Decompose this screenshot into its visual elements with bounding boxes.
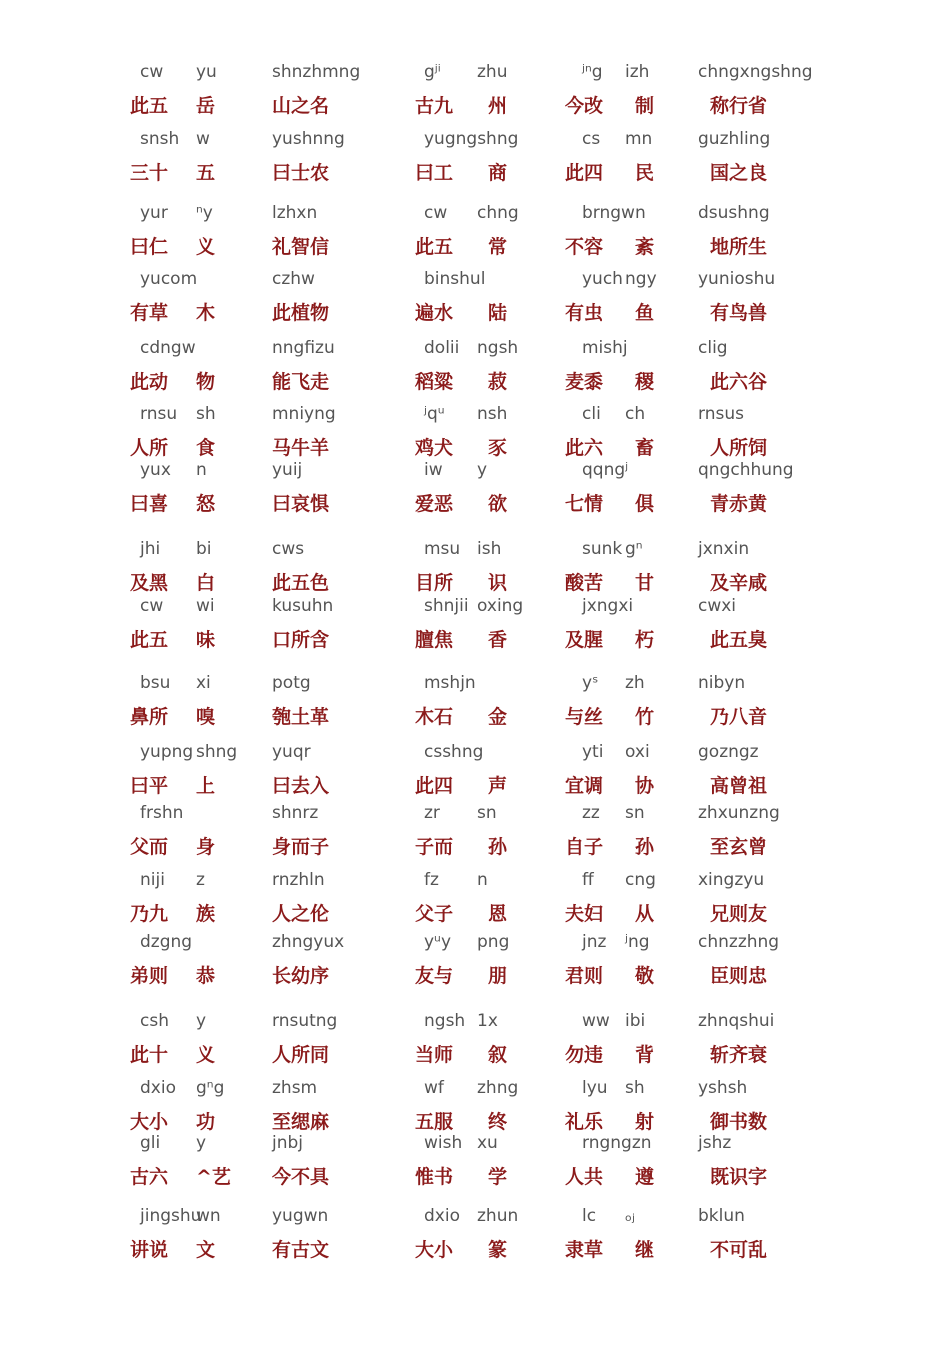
hanzi-text: 勿违 xyxy=(565,1044,604,1066)
pinyin-text: ff xyxy=(582,870,594,890)
hanzi-text: 有草 xyxy=(130,302,169,324)
hanzi-text: 匏土革 xyxy=(272,706,330,728)
verse-row xyxy=(0,932,950,996)
hanzi-text: 紊 xyxy=(635,236,655,258)
pinyin-text: wf xyxy=(424,1078,444,1098)
pinyin-text: chnzzhng xyxy=(698,932,780,952)
pinyin-text: cwxi xyxy=(698,596,737,616)
pinyin-text: izh xyxy=(625,62,650,82)
hanzi-text: 此植物 xyxy=(272,302,330,324)
pinyin-text: mn xyxy=(625,129,653,149)
hanzi-text: 曰哀惧 xyxy=(272,493,330,515)
pinyin-text: mniyng xyxy=(272,404,336,424)
pinyin-text: zhngyux xyxy=(272,932,345,952)
hanzi-text: 民 xyxy=(635,162,655,184)
verse-row xyxy=(0,539,950,603)
hanzi-text: 目所 xyxy=(415,572,454,594)
pinyin-text: ngsh xyxy=(424,1011,466,1031)
pinyin-text: y xyxy=(477,460,488,480)
hanzi-text: 族 xyxy=(196,903,216,925)
pinyin-text: rnsu xyxy=(140,404,178,424)
pinyin-text: nngfizu xyxy=(272,338,335,358)
hanzi-text: 此五色 xyxy=(272,572,330,594)
pinyin-text: cws xyxy=(272,539,305,559)
hanzi-text: 长幼序 xyxy=(272,965,330,987)
hanzi-text: 既识字 xyxy=(710,1166,768,1188)
hanzi-text: 父而 xyxy=(130,836,169,858)
hanzi-text: 木石 xyxy=(415,706,454,728)
pinyin-text: qqngʲ xyxy=(582,460,629,480)
pinyin-text: jnz xyxy=(582,932,607,952)
hanzi-text: 隶草 xyxy=(565,1239,604,1261)
hanzi-text: 香 xyxy=(488,629,508,651)
pinyin-text: ₒⱼ xyxy=(625,1206,636,1226)
hanzi-text: 终 xyxy=(488,1111,508,1133)
hanzi-text: 礼智信 xyxy=(272,236,330,258)
pinyin-text: cw xyxy=(424,203,448,223)
hanzi-text: 古六 xyxy=(130,1166,169,1188)
hanzi-text: 曰平 xyxy=(130,775,169,797)
pinyin-text: dolii xyxy=(424,338,460,358)
pinyin-text: w xyxy=(196,129,210,149)
hanzi-text: 遵 xyxy=(635,1166,655,1188)
hanzi-text: 制 xyxy=(635,95,655,117)
hanzi-text: 口所含 xyxy=(272,629,330,651)
hanzi-text: 及辛咸 xyxy=(710,572,768,594)
pinyin-text: yushnng xyxy=(272,129,345,149)
hanzi-text: 味 xyxy=(196,629,216,651)
hanzi-text: 菽 xyxy=(488,371,508,393)
pinyin-text: niji xyxy=(140,870,165,890)
pinyin-text: zhng xyxy=(477,1078,519,1098)
hanzi-text: 嗅 xyxy=(196,706,216,728)
pinyin-text: ngy xyxy=(625,269,657,289)
pinyin-text: jshz xyxy=(698,1133,732,1153)
hanzi-text: 俱 xyxy=(635,493,655,515)
hanzi-text: 酸苦 xyxy=(565,572,604,594)
hanzi-text: 父子 xyxy=(415,903,454,925)
verse-row xyxy=(0,673,950,737)
pinyin-text: frshn xyxy=(140,803,184,823)
hanzi-text: 竹 xyxy=(635,706,655,728)
hanzi-text: 射 xyxy=(635,1111,655,1133)
pinyin-text: gʲⁱ xyxy=(424,62,441,82)
hanzi-text: 曰喜 xyxy=(130,493,169,515)
hanzi-text: 至缌麻 xyxy=(272,1111,330,1133)
hanzi-text: 文 xyxy=(196,1239,216,1261)
pinyin-text: zh xyxy=(625,673,645,693)
hanzi-text: 御书数 xyxy=(710,1111,768,1133)
hanzi-text: 怒 xyxy=(196,493,216,515)
pinyin-text: nibyn xyxy=(698,673,746,693)
hanzi-text: 膻焦 xyxy=(415,629,454,651)
verse-row xyxy=(0,62,950,126)
pinyin-text: shnrz xyxy=(272,803,319,823)
verse-row xyxy=(0,338,950,402)
pinyin-text: n xyxy=(477,870,488,890)
pinyin-text: yuqr xyxy=(272,742,311,762)
pinyin-text: dxio xyxy=(140,1078,176,1098)
pinyin-text: zhxunzng xyxy=(698,803,780,823)
verse-row xyxy=(0,1206,950,1270)
hanzi-text: 此十 xyxy=(130,1044,169,1066)
verse-row xyxy=(0,129,950,193)
hanzi-text: 此六谷 xyxy=(710,371,768,393)
hanzi-text: 大小 xyxy=(130,1111,169,1133)
pinyin-text: bklun xyxy=(698,1206,745,1226)
hanzi-text: 金 xyxy=(488,706,508,728)
hanzi-text: 上 xyxy=(196,775,216,797)
hanzi-text: 能飞走 xyxy=(272,371,330,393)
hanzi-text: 大小 xyxy=(415,1239,454,1261)
pinyin-text: chngxngshng xyxy=(698,62,813,82)
pinyin-text: yᵘy xyxy=(424,932,452,952)
hanzi-text: 此五 xyxy=(130,629,169,651)
pinyin-text: nsh xyxy=(477,404,508,424)
pinyin-text: sn xyxy=(477,803,497,823)
pinyin-text: clig xyxy=(698,338,728,358)
pinyin-text: yti xyxy=(582,742,604,762)
pinyin-text: dxio xyxy=(424,1206,460,1226)
hanzi-text: 继 xyxy=(635,1239,655,1261)
pinyin-text: yucom xyxy=(140,269,198,289)
hanzi-text: 恩 xyxy=(488,903,508,925)
hanzi-text: 从 xyxy=(635,903,655,925)
hanzi-text: 人所 xyxy=(130,437,169,459)
hanzi-text: 今改 xyxy=(565,95,604,117)
pinyin-text: yuch xyxy=(582,269,623,289)
hanzi-text: 孙 xyxy=(635,836,655,858)
hanzi-text: 识 xyxy=(488,572,508,594)
hanzi-text: 有古文 xyxy=(272,1239,330,1261)
hanzi-text: 及腥 xyxy=(565,629,604,651)
pinyin-text: yuij xyxy=(272,460,303,480)
hanzi-text: 不容 xyxy=(565,236,604,258)
pinyin-text: y xyxy=(196,1133,207,1153)
pinyin-text: zr xyxy=(424,803,440,823)
hanzi-text: 鼻所 xyxy=(130,706,169,728)
pinyin-text: wn xyxy=(196,1206,221,1226)
pinyin-text: ish xyxy=(477,539,502,559)
pinyin-text: cw xyxy=(140,62,164,82)
pinyin-text: sn xyxy=(625,803,645,823)
pinyin-text: zz xyxy=(582,803,600,823)
pinyin-text: yu xyxy=(196,62,217,82)
verse-row xyxy=(0,1011,950,1075)
hanzi-text: 孙 xyxy=(488,836,508,858)
hanzi-text: 背 xyxy=(635,1044,655,1066)
pinyin-text: jnbj xyxy=(272,1133,304,1153)
pinyin-text: csshng xyxy=(424,742,484,762)
hanzi-text: 州 xyxy=(488,95,508,117)
pinyin-text: cs xyxy=(582,129,601,149)
hanzi-text: 惟书 xyxy=(415,1166,454,1188)
verse-row xyxy=(0,269,950,333)
hanzi-text: 此四 xyxy=(565,162,604,184)
pinyin-text: zhun xyxy=(477,1206,519,1226)
hanzi-text: 畜 xyxy=(635,437,655,459)
pinyin-text: yshsh xyxy=(698,1078,748,1098)
hanzi-text: 友与 xyxy=(415,965,454,987)
hanzi-text: 乃八音 xyxy=(710,706,768,728)
hanzi-text: 此五 xyxy=(415,236,454,258)
hanzi-text: 三十 xyxy=(130,162,169,184)
hanzi-text: 物 xyxy=(196,371,216,393)
hanzi-text: 讲说 xyxy=(130,1239,169,1261)
hanzi-text: 曰仁 xyxy=(130,236,169,258)
hanzi-text: 叙 xyxy=(488,1044,508,1066)
hanzi-text: 此五 xyxy=(130,95,169,117)
hanzi-text: 七情 xyxy=(565,493,604,515)
hanzi-text: 木 xyxy=(196,302,216,324)
hanzi-text: 人所同 xyxy=(272,1044,330,1066)
verse-row xyxy=(0,203,950,267)
pinyin-text: rnsus xyxy=(698,404,744,424)
hanzi-text: 此五臭 xyxy=(710,629,768,651)
hanzi-text: 鸡犬 xyxy=(415,437,454,459)
hanzi-text: 地所生 xyxy=(710,236,768,258)
pinyin-text: lyu xyxy=(582,1078,608,1098)
hanzi-text: 人所饲 xyxy=(710,437,768,459)
pinyin-text: zhsm xyxy=(272,1078,318,1098)
pinyin-text: brngwn xyxy=(582,203,646,223)
pinyin-text: gozngz xyxy=(698,742,759,762)
pinyin-text: bi xyxy=(196,539,212,559)
hanzi-text: 敬 xyxy=(635,965,655,987)
hanzi-text: 白 xyxy=(196,572,216,594)
hanzi-text: 商 xyxy=(488,162,508,184)
hanzi-text: 协 xyxy=(635,775,655,797)
pinyin-text: n xyxy=(196,460,207,480)
verse-row xyxy=(0,404,950,468)
hanzi-text: 稻粱 xyxy=(415,371,454,393)
verse-row xyxy=(0,742,950,806)
pinyin-text: jhi xyxy=(140,539,161,559)
hanzi-text: 遍水 xyxy=(415,302,454,324)
verse-row xyxy=(0,1133,950,1197)
pinyin-text: png xyxy=(477,932,510,952)
pinyin-text: 1x xyxy=(477,1011,498,1031)
pinyin-text: chng xyxy=(477,203,519,223)
pinyin-text: yupng xyxy=(140,742,194,762)
pinyin-text: wi xyxy=(196,596,215,616)
pinyin-text: yugngshng xyxy=(424,129,519,149)
pinyin-text: shnzhmng xyxy=(272,62,361,82)
pinyin-text: gli xyxy=(140,1133,161,1153)
hanzi-text: 曰去入 xyxy=(272,775,330,797)
pinyin-text: cw xyxy=(140,596,164,616)
verse-row xyxy=(0,803,950,867)
pinyin-text: snsh xyxy=(140,129,180,149)
pinyin-text: ibi xyxy=(625,1011,646,1031)
hanzi-text: 身而子 xyxy=(272,836,330,858)
pinyin-text: csh xyxy=(140,1011,169,1031)
pinyin-text: cli xyxy=(582,404,601,424)
hanzi-text: 宜调 xyxy=(565,775,604,797)
hanzi-text: 臣则忠 xyxy=(710,965,768,987)
hanzi-text: 古九 xyxy=(415,95,454,117)
hanzi-text: 五服 xyxy=(415,1111,454,1133)
hanzi-text: 斩齐衰 xyxy=(710,1044,768,1066)
pinyin-text: fz xyxy=(424,870,439,890)
hanzi-text: 爱恶 xyxy=(415,493,454,515)
hanzi-text: 自子 xyxy=(565,836,604,858)
pinyin-text: zhu xyxy=(477,62,508,82)
pinyin-text: jingshu xyxy=(140,1206,202,1226)
hanzi-text: 兄则友 xyxy=(710,903,768,925)
pinyin-text: cdngw xyxy=(140,338,196,358)
hanzi-text: 豕 xyxy=(488,437,508,459)
hanzi-text: 人之伦 xyxy=(272,903,330,925)
hanzi-text: 陆 xyxy=(488,302,508,324)
hanzi-text: 曰士农 xyxy=(272,162,330,184)
pinyin-text: guzhling xyxy=(698,129,771,149)
pinyin-text: yˢ xyxy=(582,673,599,693)
pinyin-text: z xyxy=(196,870,205,890)
hanzi-text: 国之良 xyxy=(710,162,768,184)
hanzi-text: 义 xyxy=(196,1044,216,1066)
hanzi-text: 有虫 xyxy=(565,302,604,324)
pinyin-text: oxi xyxy=(625,742,650,762)
hanzi-text: ^艺 xyxy=(196,1166,231,1188)
pinyin-text: msu xyxy=(424,539,461,559)
pinyin-text: zhnqshui xyxy=(698,1011,775,1031)
hanzi-text: 当师 xyxy=(415,1044,454,1066)
hanzi-text: 食 xyxy=(196,437,216,459)
pinyin-text: rnzhln xyxy=(272,870,325,890)
pinyin-text: iw xyxy=(424,460,443,480)
hanzi-text: 朋 xyxy=(488,965,508,987)
hanzi-text: 曰工 xyxy=(415,162,454,184)
pinyin-text: gⁿg xyxy=(196,1078,225,1098)
verse-row xyxy=(0,870,950,934)
pinyin-text: ch xyxy=(625,404,646,424)
hanzi-text: 及黑 xyxy=(130,572,169,594)
hanzi-text: 至玄曾 xyxy=(710,836,768,858)
pinyin-text: rnsutng xyxy=(272,1011,338,1031)
pinyin-text: ʲqᵘ xyxy=(424,404,445,424)
hanzi-text: 此动 xyxy=(130,371,169,393)
pinyin-text: cng xyxy=(625,870,656,890)
pinyin-text: jxnxin xyxy=(698,539,750,559)
hanzi-text: 岳 xyxy=(196,95,216,117)
hanzi-text: 功 xyxy=(196,1111,216,1133)
hanzi-text: 声 xyxy=(488,775,508,797)
hanzi-text: 此四 xyxy=(415,775,454,797)
hanzi-text: 礼乐 xyxy=(565,1111,604,1133)
verse-row xyxy=(0,596,950,660)
pinyin-text: bsu xyxy=(140,673,171,693)
pinyin-text: lc xyxy=(582,1206,597,1226)
pinyin-text: qngchhung xyxy=(698,460,794,480)
pinyin-text: rngngzn xyxy=(582,1133,652,1153)
pinyin-text: gⁿ xyxy=(625,539,643,559)
hanzi-text: 学 xyxy=(488,1166,508,1188)
pinyin-text: sh xyxy=(625,1078,645,1098)
hanzi-text: 甘 xyxy=(635,572,655,594)
hanzi-text: 乃九 xyxy=(130,903,169,925)
verse-row xyxy=(0,460,950,524)
pinyin-text: mshjn xyxy=(424,673,476,693)
pinyin-text: ⁿy xyxy=(196,203,213,223)
pinyin-text: oxing xyxy=(477,596,524,616)
hanzi-text: 子而 xyxy=(415,836,454,858)
pinyin-text: dsushng xyxy=(698,203,770,223)
pinyin-text: y xyxy=(196,1011,207,1031)
pinyin-text: ʲⁿg xyxy=(582,62,603,82)
hanzi-text: 欲 xyxy=(488,493,508,515)
pinyin-text: czhw xyxy=(272,269,315,289)
hanzi-text: 此六 xyxy=(565,437,604,459)
pinyin-text: sunk xyxy=(582,539,623,559)
hanzi-text: 麦黍 xyxy=(565,371,604,393)
hanzi-text: 身 xyxy=(196,836,216,858)
hanzi-text: 鱼 xyxy=(635,302,655,324)
pinyin-text: ww xyxy=(582,1011,610,1031)
hanzi-text: 山之名 xyxy=(272,95,330,117)
hanzi-text: 义 xyxy=(196,236,216,258)
hanzi-text: 高曾祖 xyxy=(710,775,768,797)
pinyin-text: ngsh xyxy=(477,338,519,358)
pinyin-text: xi xyxy=(196,673,211,693)
hanzi-text: 朽 xyxy=(635,629,655,651)
pinyin-text: kusuhn xyxy=(272,596,334,616)
pinyin-text: yunioshu xyxy=(698,269,776,289)
hanzi-text: 青赤黄 xyxy=(710,493,768,515)
pinyin-text: xu xyxy=(477,1133,498,1153)
hanzi-text: 今不具 xyxy=(272,1166,330,1188)
pinyin-text: yugwn xyxy=(272,1206,329,1226)
pinyin-text: yux xyxy=(140,460,171,480)
pinyin-text: shng xyxy=(196,742,238,762)
pinyin-text: potg xyxy=(272,673,311,693)
hanzi-text: 弟则 xyxy=(130,965,169,987)
hanzi-text: 与丝 xyxy=(565,706,604,728)
pinyin-text: wish xyxy=(424,1133,463,1153)
pinyin-text: lzhxn xyxy=(272,203,318,223)
hanzi-text: 马牛羊 xyxy=(272,437,330,459)
hanzi-text: 五 xyxy=(196,162,216,184)
pinyin-text: mishj xyxy=(582,338,628,358)
hanzi-text: 篆 xyxy=(488,1239,508,1261)
hanzi-text: 夫妇 xyxy=(565,903,604,925)
pinyin-text: binshul xyxy=(424,269,486,289)
hanzi-text: 恭 xyxy=(196,965,216,987)
pinyin-text: ʲng xyxy=(625,932,650,952)
pinyin-text: shnjii xyxy=(424,596,469,616)
hanzi-text: 君则 xyxy=(565,965,604,987)
hanzi-text: 有鸟兽 xyxy=(710,302,768,324)
pinyin-text: dzgng xyxy=(140,932,193,952)
pinyin-text: sh xyxy=(196,404,216,424)
hanzi-text: 人共 xyxy=(565,1166,604,1188)
hanzi-text: 不可乱 xyxy=(710,1239,768,1261)
hanzi-text: 稷 xyxy=(635,371,655,393)
pinyin-text: xingzyu xyxy=(698,870,765,890)
pinyin-text: jxngxi xyxy=(582,596,634,616)
pinyin-text: yur xyxy=(140,203,168,223)
hanzi-text: 称行省 xyxy=(710,95,768,117)
hanzi-text: 常 xyxy=(488,236,508,258)
